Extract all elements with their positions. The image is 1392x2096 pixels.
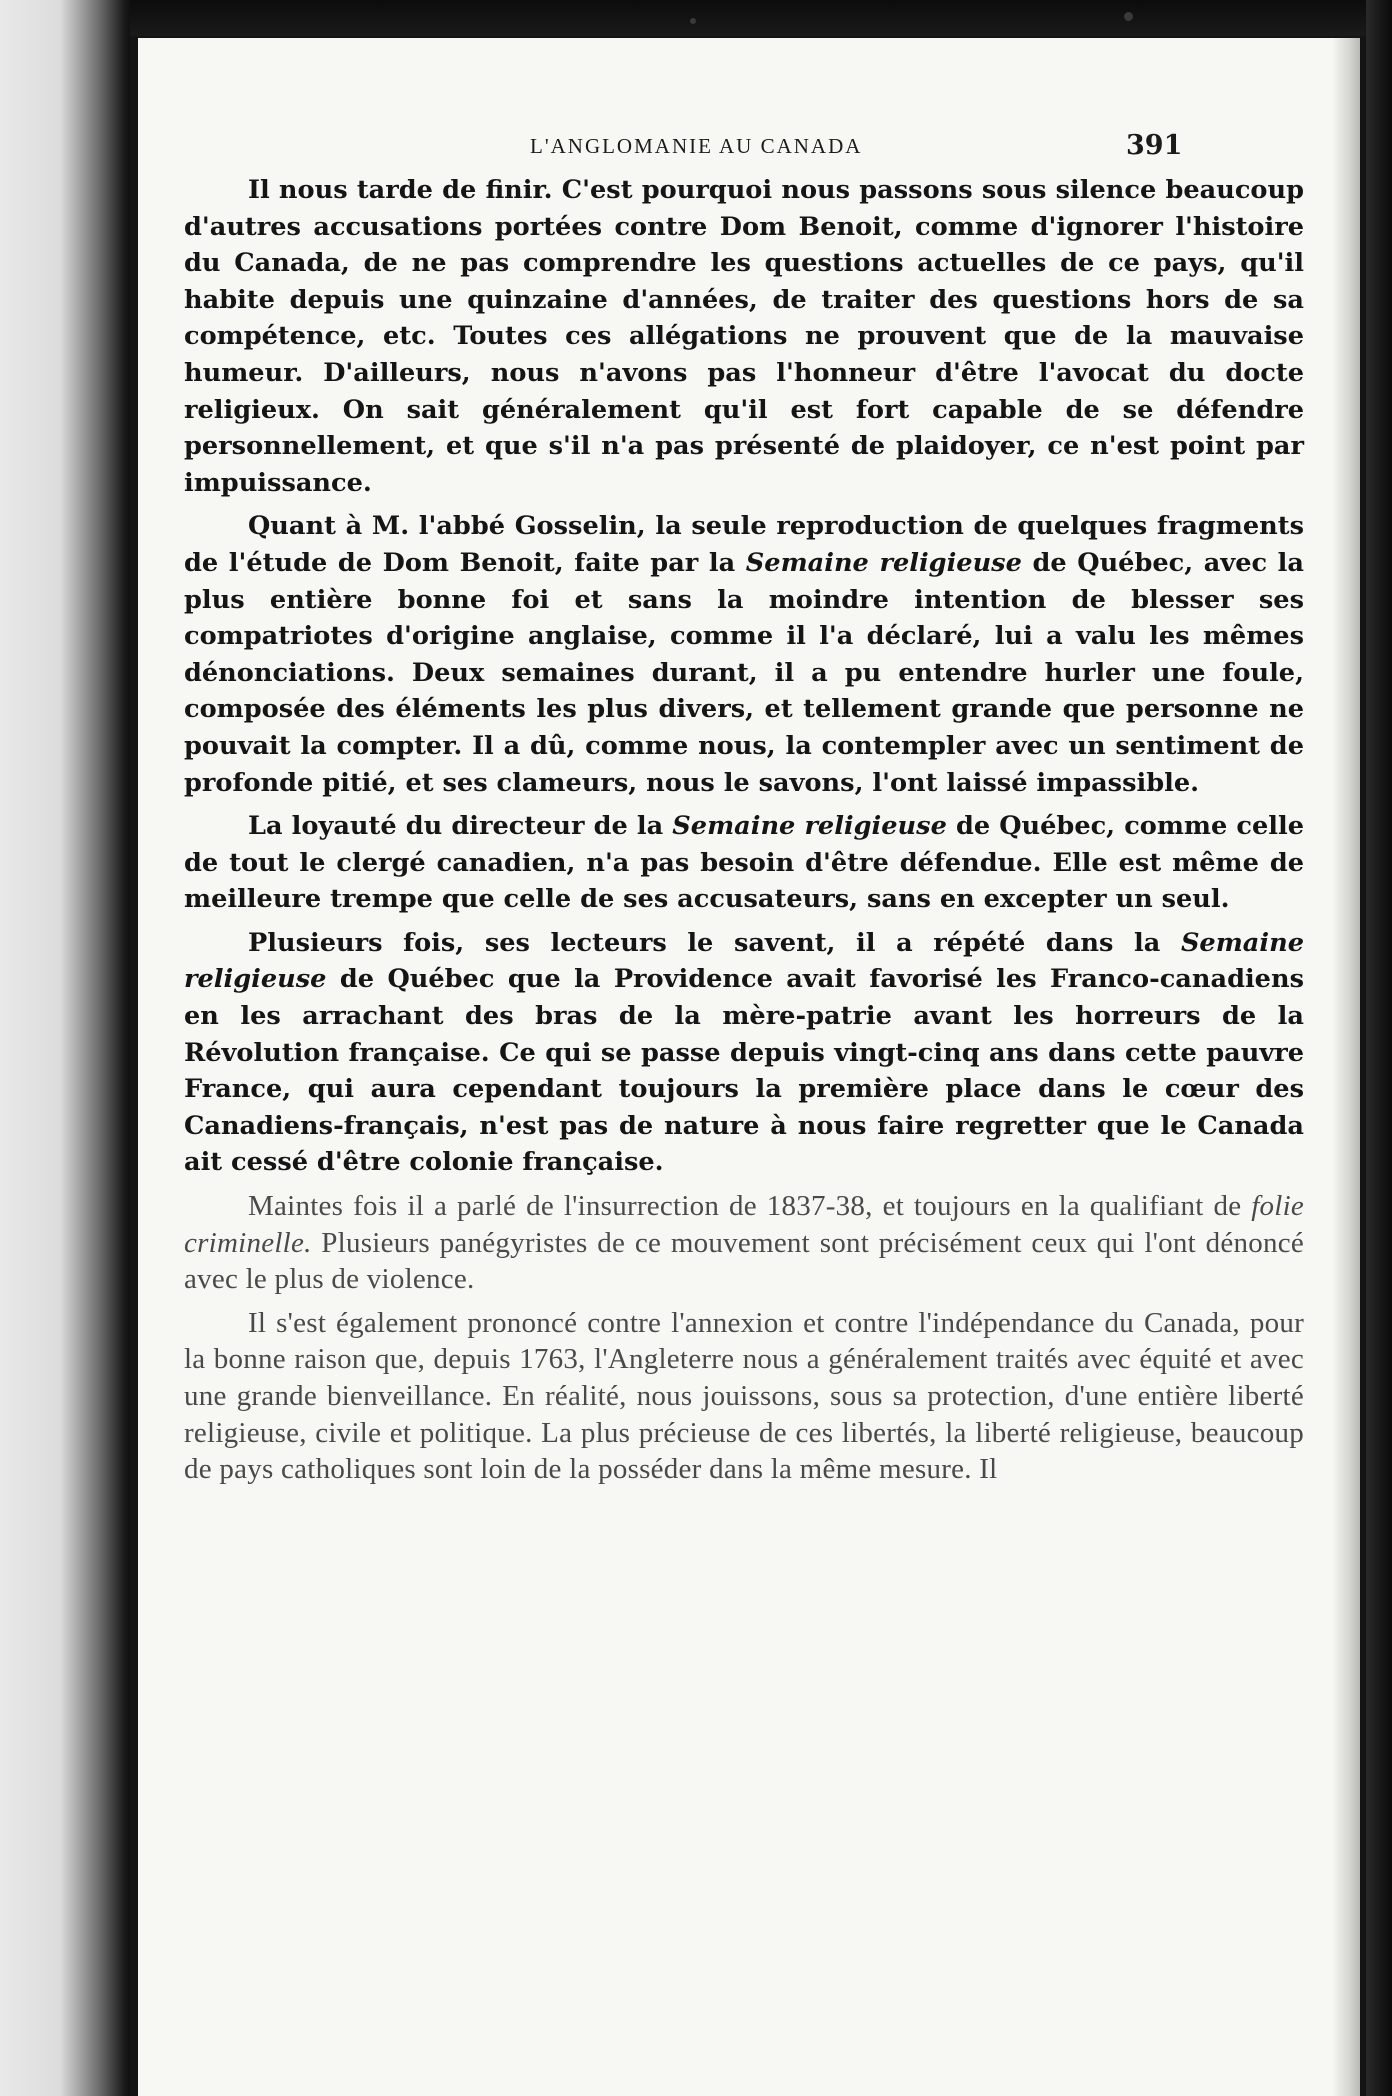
scan-left-border	[0, 0, 130, 2096]
italic-phrase: folie criminelle.	[184, 1190, 1304, 1259]
paragraph-text: Quant à M. l'abbé Gosselin, la seule reproduction de quelques fragments de l'étude de Dom Benoit, faite par la	[184, 511, 1304, 578]
paragraph	[184, 1188, 1304, 1298]
paragraph-text: Il s'est également prononcé contre l'annexion et contre l'indépendance du Canada, pour la bonne raison que, depuis 1763, l'Angleterre nous a généralement traités avec équité et avec une grande bienveillance. En réalité, nous jouissons, sous sa protection, d'une entière liberté religieuse, civile et politique. La plus précieuse de ces libertés, la liberté religieuse, beaucoup de pays catholiques sont loin de la posséder dans la même mesure. Il	[184, 1306, 1304, 1486]
scan-top-border	[0, 0, 1392, 36]
page-number: 391	[1126, 130, 1183, 161]
paragraph	[184, 1305, 1304, 1488]
paragraph-text: Il nous tarde de finir. C'est pourquoi nous passons sous silence beaucoup d'autres accusations portées contre Dom Benoit, comme d'ignorer l'histoire du Canada, de ne pas comprendre les questions actuelles de ce pays, qu'il habite depuis une quinzaine d'années, de traiter des questions hors de sa compétence, etc. Toutes ces allégations ne prouvent que de la mauvaise humeur. D'ailleurs, nous n'avons pas l'honneur d'être l'avocat du docte religieux. On sait généralement qu'il est fort capable de se défendre personnellement, et que s'il n'a pas présenté de plaidoyer, ce n'est point par impuissance.	[184, 175, 1304, 498]
paragraph-text: de Québec, avec la plus entière bonne foi et sans la moindre intention de blesser ses compatriotes d'origine anglaise, comme il l'a déclaré, lui a valu les mêmes dénonciations. Deux semaines durant, il a pu entendre hurler une foule, composée des éléments les plus divers, et tellement grande que personne ne pouvait la compter. Il a dû, comme nous, la contempler avec un sentiment de profonde pitié, et ses clameurs, nous le savons, l'ont laissé impassible.	[184, 547, 1304, 798]
paragraph-text: de Québec, comme celle de tout le clergé canadien, n'a pas besoin d'être défendue. Elle est même de meilleure trempe que celle de ses accusateurs, sans en excepter un seul.	[184, 811, 1304, 915]
paragraph-text: de Québec que la Providence avait favorisé les Franco-canadiens en les arrachant des bras de la mère-patrie avant les horreurs de la Révolution française. Ce qui se passe depuis vingt-cinq ans dans cette pauvre France, qui aura cependant toujours la première place dans le cœur des Canadiens-français, n'est pas de nature à nous faire regretter que le Canada ait cessé d'être colonie française.	[184, 964, 1304, 1178]
paragraph-text: Plusieurs panégyristes de ce mouvement sont précisément ceux qui l'ont dénoncé avec le plus de violence.	[184, 1226, 1304, 1296]
paragraph	[184, 925, 1304, 1181]
book-page	[138, 38, 1360, 2096]
scan-speck	[1124, 12, 1133, 21]
paragraph-text: Maintes fois il a parlé de l'insurrection de 1837-38, et toujours en la qualifiant de	[248, 1190, 1252, 1223]
paragraph	[184, 808, 1304, 918]
page-body	[184, 172, 1304, 1488]
paragraph-text: La loyauté du directeur de la	[248, 811, 673, 842]
page-header	[138, 130, 1360, 174]
paragraph	[184, 508, 1304, 801]
italic-title: Semaine religieuse	[184, 927, 1304, 995]
paragraph	[184, 172, 1304, 501]
paragraph-text: Plusieurs fois, ses lecteurs le savent, il a répété dans la	[248, 927, 1181, 958]
running-title: L'ANGLOMANIE AU CANADA	[530, 134, 863, 158]
scan-right-border	[1366, 0, 1392, 2096]
italic-title: Semaine religieuse	[745, 547, 1022, 578]
page-gutter-shadow	[1332, 38, 1360, 2096]
italic-title: Semaine religieuse	[672, 811, 947, 842]
scan-speck	[690, 18, 696, 24]
